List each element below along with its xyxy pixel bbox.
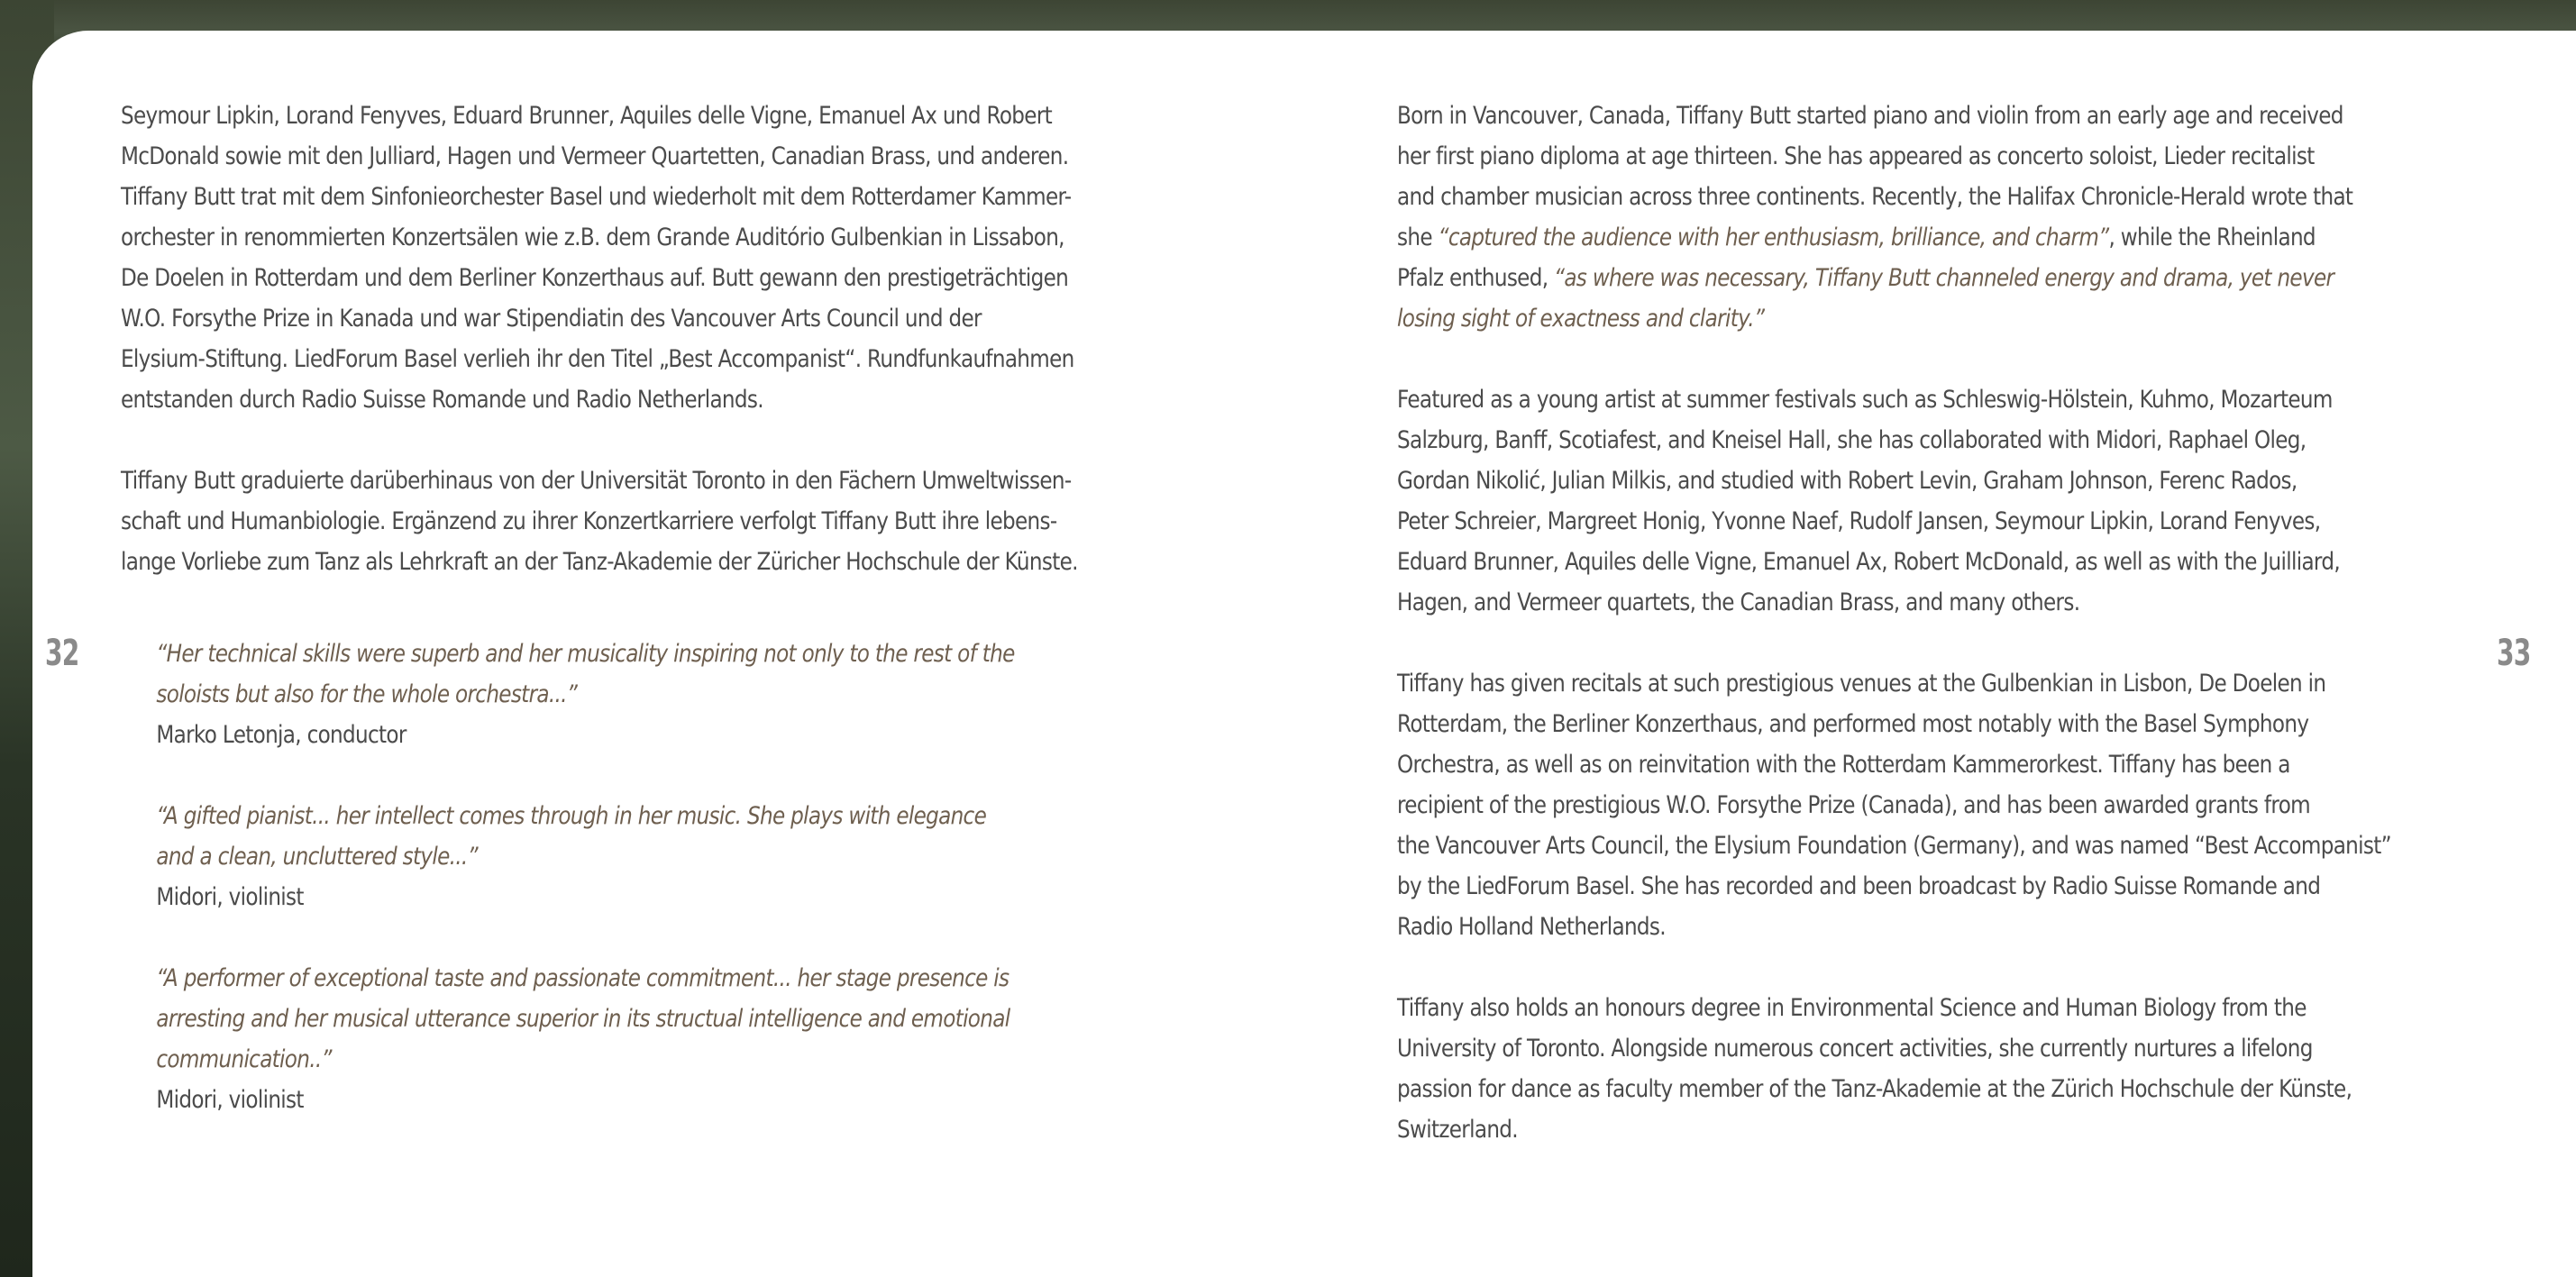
- text-line: Gordan Nikolić, Julian Milkis, and studied with Robert Levin, Graham Johnson, Ferenc Rados,: [1397, 467, 2297, 495]
- text-line: [1397, 298, 2346, 339]
- text-line: [1397, 258, 2346, 298]
- text-line: and chamber musician across three continents. Recently, the Halifax Chronicle-Herald wrote that: [1397, 183, 2353, 211]
- text-line: [1397, 217, 2346, 258]
- quote-text: arresting and her musical utterance superior in its structual intelligence and emotional: [156, 1005, 1010, 1033]
- text-line: orchester in renommierten Konzertsälen wie z.B. dem Grande Auditório Gulbenkian in Lissabon,: [121, 223, 1064, 251]
- text-line: Tiffany also holds an honours degree in Environmental Science and Human Biology from the: [1397, 994, 2307, 1022]
- text-line: Tiffany has given recitals at such prestigious venues at the Gulbenkian in Lisbon, De Doelen in: [1397, 670, 2326, 698]
- inline-quote: “captured the audience with her enthusiasm, brilliance, and charm”: [1438, 223, 2109, 251]
- text-line: Hagen, and Vermeer quartets, the Canadian Brass, and many others.: [1397, 588, 2080, 616]
- text-line: Eduard Brunner, Aquiles delle Vigne, Emanuel Ax, Robert McDonald, as well as with the Juilliard,: [1397, 548, 2340, 576]
- quote-text: “A gifted pianist... her intellect comes through in her music. She plays with elegance: [156, 802, 987, 830]
- right-paragraph-2: [1397, 379, 2346, 623]
- quote-author: Marko Letonja, conductor: [156, 721, 406, 749]
- text-run: Pfalz enthused,: [1397, 264, 1555, 292]
- quote-1: [156, 634, 1070, 755]
- quote-text: and a clean, uncluttered style...”: [156, 843, 478, 871]
- booklet-spread: [32, 31, 2576, 1277]
- text-line: Radio Holland Netherlands.: [1397, 913, 1666, 941]
- text-line: lange Vorliebe zum Tanz als Lehrkraft an der Tanz-Akademie der Züricher Hochschule der Künste.: [121, 548, 1078, 576]
- text-line: schaft und Humanbiologie. Ergänzend zu ihrer Konzertkarriere verfolgt Tiffany Butt ihre lebens-: [121, 507, 1057, 535]
- quote-2: [156, 796, 1070, 917]
- text-line: by the LiedForum Basel. She has recorded and been broadcast by Radio Suisse Romande and: [1397, 872, 2321, 900]
- text-line: De Doelen in Rotterdam und dem Berliner Konzerthaus auf. Butt gewann den prestigeträchtigen: [121, 264, 1069, 292]
- press-quotes: [156, 634, 1070, 1120]
- left-paragraph-1: [121, 96, 1074, 420]
- text-line: Orchestra, as well as on reinvitation with the Rotterdam Kammerorkest. Tiffany has been a: [1397, 751, 2290, 779]
- text-line: passion for dance as faculty member of the Tanz-Akademie at the Zürich Hochschule der Künste,: [1397, 1075, 2352, 1103]
- quote-author: Midori, violinist: [156, 1086, 304, 1114]
- text-line: Salzburg, Banff, Scotiafest, and Kneisel Hall, she has collaborated with Midori, Raphael Oleg,: [1397, 426, 2307, 454]
- left-paragraph-2: [121, 461, 1078, 582]
- quote-author: Midori, violinist: [156, 883, 304, 911]
- text-run: , while the Rheinland: [2108, 223, 2316, 251]
- text-line: University of Toronto. Alongside numerous concert activities, she currently nurtures a lifelong: [1397, 1035, 2313, 1063]
- text-line: Switzerland.: [1397, 1116, 1518, 1144]
- text-line: Born in Vancouver, Canada, Tiffany Butt started piano and violin from an early age and received: [1397, 102, 2343, 130]
- text-line: Seymour Lipkin, Lorand Fenyves, Eduard Brunner, Aquiles delle Vigne, Emanuel Ax und Robert: [121, 102, 1053, 130]
- quote-3: [156, 958, 1070, 1120]
- right-paragraph-3: [1397, 663, 2391, 947]
- quote-text: “Her technical skills were superb and her musicality inspiring not only to the rest of the: [156, 640, 1015, 668]
- page-number-left: 32: [45, 633, 79, 674]
- inline-quote: “as where was necessary, Tiffany Butt channeled energy and drama, yet never: [1554, 264, 2334, 292]
- right-paragraph-4: [1397, 988, 2352, 1150]
- page-number-right: 33: [2497, 633, 2531, 674]
- quote-text: “A performer of exceptional taste and passionate commitment... her stage presence is: [156, 964, 1009, 992]
- text-line: McDonald sowie mit den Julliard, Hagen und Vermeer Quartetten, Canadian Brass, und anderen.: [121, 142, 1069, 170]
- text-line: Featured as a young artist at summer festivals such as Schleswig-Hölstein, Kuhmo, Mozarteum: [1397, 386, 2333, 414]
- text-line: Rotterdam, the Berliner Konzerthaus, and performed most notably with the Basel Symphony: [1397, 710, 2309, 738]
- text-line: Elysium-Stiftung. LiedForum Basel verlieh ihr den Titel „Best Accompanist“. Rundfunkaufnahmen: [121, 345, 1074, 373]
- text-line: her first piano diploma at age thirteen. She has appeared as concerto soloist, Lieder recitalist: [1397, 142, 2315, 170]
- text-line: Peter Schreier, Margreet Honig, Yvonne Naef, Rudolf Jansen, Seymour Lipkin, Lorand Fenyves,: [1397, 507, 2321, 535]
- right-paragraph-1: [1397, 96, 2353, 339]
- text-line: Tiffany Butt trat mit dem Sinfonieorchester Basel und wiederholt mit dem Rotterdamer Kammer-: [121, 183, 1072, 211]
- inline-quote: losing sight of exactness and clarity.”: [1397, 305, 1765, 333]
- text-line: W.O. Forsythe Prize in Kanada und war Stipendiatin des Vancouver Arts Council und der: [121, 305, 982, 333]
- text-line: recipient of the prestigious W.O. Forsythe Prize (Canada), and has been awarded grants from: [1397, 791, 2310, 819]
- text-run: she: [1397, 223, 1439, 251]
- text-line: entstanden durch Radio Suisse Romande und Radio Netherlands.: [121, 386, 763, 414]
- text-line: the Vancouver Arts Council, the Elysium Foundation (Germany), and was named “Best Accompanist”: [1397, 832, 2391, 860]
- right-page-text: [1397, 96, 2391, 1150]
- text-line: Tiffany Butt graduierte darüberhinaus von der Universität Toronto in den Fächern Umweltwissen-: [121, 467, 1072, 495]
- quote-text: communication..”: [156, 1045, 332, 1073]
- quote-text: soloists but also for the whole orchestra...”: [156, 680, 578, 708]
- left-page-text: [121, 96, 1078, 1120]
